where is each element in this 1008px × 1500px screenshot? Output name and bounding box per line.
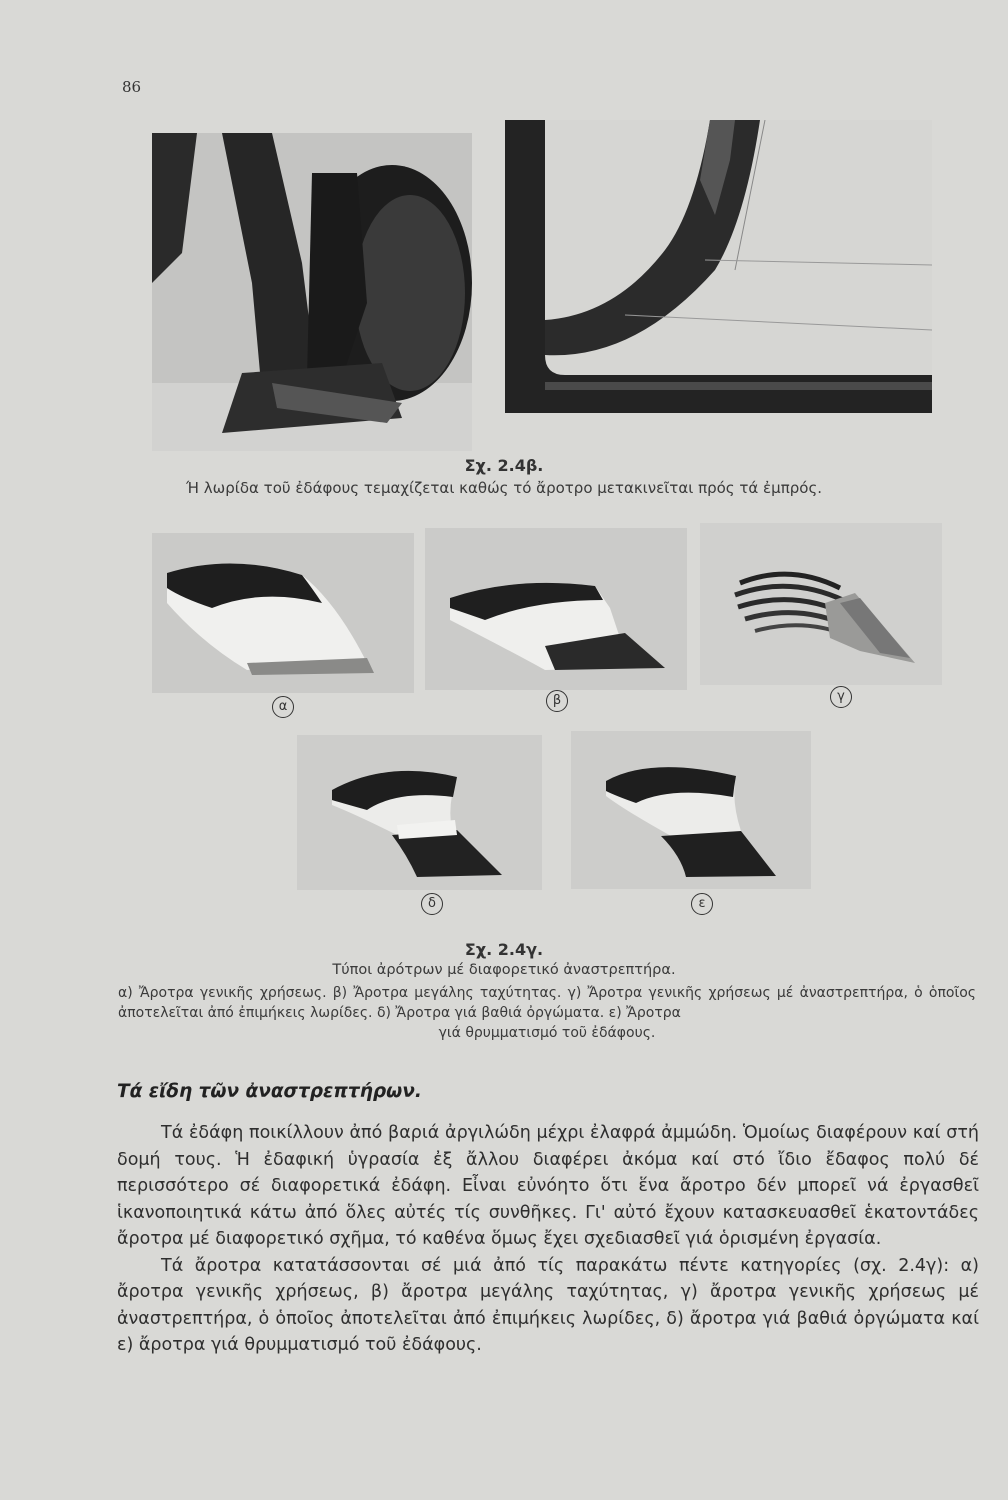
plow-photo-epsilon	[571, 731, 811, 889]
label-delta: δ	[421, 893, 443, 915]
label-beta: β	[546, 690, 568, 712]
page-number: 86	[122, 78, 142, 96]
figure-c-caption: Τύποι ἀρότρων μέ διαφορετικό ἀναστρεπτήρα.	[332, 962, 676, 978]
figure-c-legend-last: γιά θρυμματισμό τοῦ ἐδάφους.	[438, 1025, 656, 1041]
plow-photo-delta	[297, 735, 542, 890]
plow-photo-gamma	[700, 523, 942, 685]
figure-b-caption: Ή λωρίδα τοῦ ἐδάφους τεμαχίζεται καθώς τό ἄροτρο μετακινεῖται πρός τά ἐμπρός.	[185, 479, 823, 497]
section-heading: Τά εἴδη τῶν ἀναστρεπτήρων.	[117, 1081, 422, 1102]
paragraph-1: Τά ἐδάφη ποικίλλουν ἀπό βαριά ἀργιλώδη μέχρι ἐλαφρά ἀμμώδη. Ὁμοίως διαφέρουν καί στή δομή τους. Ἡ ἐδαφική ὑγρασία ἐξ ἄλλου διαφέρει ἀκόμα καί στό ἴδιο ἔδαφος πολύ δέ περισσότερο σέ διαφορετικά ἐδάφη. Εἶναι εὐνόητο ὅτι ἕνα ἄροτρο δέν μπορεῖ νά ἐργασθεῖ ἱκανοποιητικά κάτω ἀπό ὅλες αὐτές τίς συνθῆκες. Γι' αὐτό ἔχουν κατασκευασθεῖ ἑκατοντάδες ἄροτρα μέ διαφορετικό σχῆμα, τό καθένα ὅμως ἔχει σχεδιασθεῖ γιά ὁρισμένη ἐργασία.	[117, 1123, 979, 1249]
figure-photo-plow-side	[152, 133, 472, 451]
figure-c-title: Σχ. 2.4γ.	[464, 940, 544, 959]
label-alpha: α	[272, 696, 294, 718]
plow-photo-alpha	[152, 533, 414, 693]
figure-b-title: Σχ. 2.4β.	[464, 456, 544, 475]
label-gamma: γ	[830, 686, 852, 708]
body-text	[117, 1120, 979, 1359]
plow-photo-beta	[425, 528, 687, 690]
figure-photo-soil-strip	[505, 120, 932, 413]
paragraph-2: Τά ἄροτρα κατατάσσονται σέ μιά ἀπό τίς παρακάτω πέντε κατηγορίες (σχ. 2.4γ): α) ἄροτρα γενικῆς χρήσεως, β) ἄροτρα μεγάλης ταχύτητας, γ) ἄροτρα γενικῆς χρήσεως μέ ἀναστρεπτήρα, ὁ ὁποῖος ἀποτελεῖται ἀπό ἐπιμήκεις λωρίδες, δ) ἄροτρα γιά βαθιά ὀργώματα καί ε) ἄροτρα γιά θρυμματισμό τοῦ ἐδάφους.	[117, 1255, 979, 1355]
label-epsilon: ε	[691, 893, 713, 915]
figure-c-legend	[118, 983, 976, 1043]
figure-c-legend-text: α) Ἄροτρα γενικῆς χρήσεως. β) Ἄροτρα μεγάλης ταχύτητας. γ) Ἄροτρα γενικῆς χρήσεως μέ ἀναστρεπτήρα, ὁ ὁποῖος ἀποτελεῖται ἀπό ἐπιμήκεις λωρίδες. δ) Ἄροτρα γιά βαθιά ὀργώματα. ε) Ἄροτρα	[118, 985, 976, 1021]
